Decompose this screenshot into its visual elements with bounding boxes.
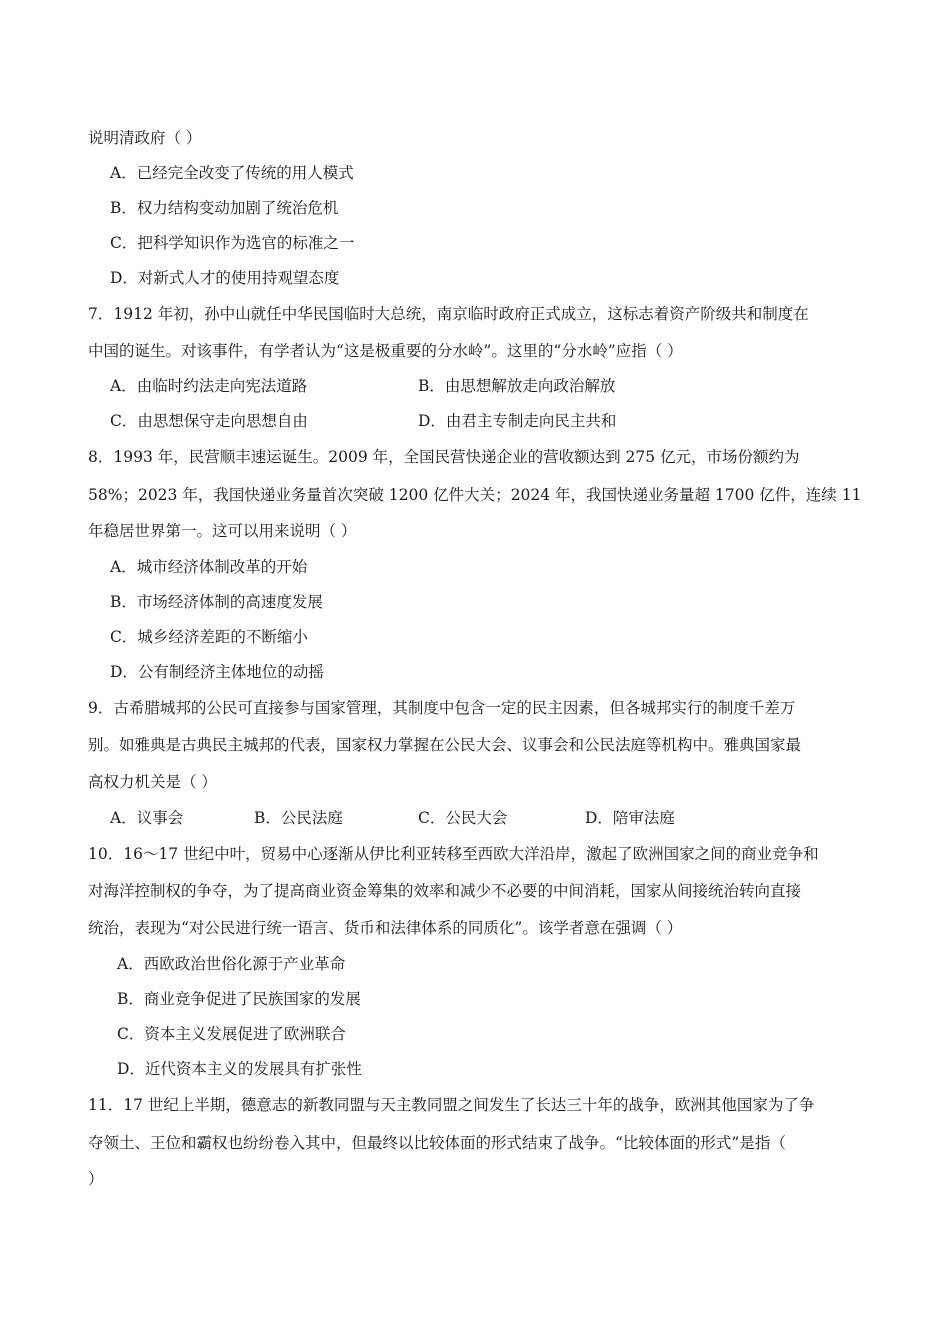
q7-option-d[interactable]: D．由君主专制走向民主共和 — [418, 412, 617, 430]
q10-option-b[interactable]: B．商业竞争促进了民族国家的发展 — [117, 990, 361, 1008]
q10-option-d[interactable]: D．近代资本主义的发展具有扩张性 — [117, 1060, 362, 1078]
q9-stem-line-2: 别。如雅典是古典民主城邦的代表，国家权力掌握在公民大会、议事会和公民法庭等机构中。雅典国家最 — [88, 736, 802, 754]
q8-option-a[interactable]: A．城市经济体制改革的开始 — [110, 558, 308, 576]
q6-option-c[interactable]: C．把科学知识作为选官的标准之一 — [110, 234, 355, 252]
q8-stem-line-3: 年稳居世界第一。这可以用来说明（ ） — [88, 522, 357, 540]
q9-option-a[interactable]: A．议事会 — [110, 809, 184, 827]
q10-option-c[interactable]: C．资本主义发展促进了欧洲联合 — [117, 1025, 346, 1043]
q6-option-b[interactable]: B．权力结构变动加剧了统治危机 — [110, 199, 339, 217]
q10-option-a[interactable]: A．西欧政治世俗化源于产业革命 — [117, 955, 346, 973]
q10-stem-line-2: 对海洋控制权的争夺，为了提高商业资金筹集的效率和减少不必要的中间消耗，国家从间接统治转向直接 — [88, 882, 802, 900]
q11-stem-line-3: ） — [88, 1170, 104, 1188]
q8-option-d[interactable]: D．公有制经济主体地位的动摇 — [110, 663, 324, 681]
q7-stem-line-1: 7．1912 年初，孙中山就任中华民国临时大总统，南京临时政府正式成立，这标志着资产阶级共和制度在 — [88, 305, 809, 323]
q9-stem-line-3: 高权力机关是（ ） — [88, 773, 217, 791]
q11-stem-line-2: 夺领土、王位和霸权也纷纷卷入其中，但最终以比较体面的形式结束了战争。“比较体面的形式”是指（ — [88, 1134, 786, 1152]
q10-stem-line-1: 10．16～17 世纪中叶，贸易中心逐渐从伊比利亚转移至西欧大洋沿岸，激起了欧洲国家之间的商业竞争和 — [88, 845, 819, 863]
q7-option-b[interactable]: B．由思想解放走向政治解放 — [418, 377, 616, 395]
q6-option-a[interactable]: A．已经完全改变了传统的用人模式 — [110, 164, 354, 182]
q8-option-b[interactable]: B．市场经济体制的高速度发展 — [110, 593, 323, 611]
q7-stem-line-2: 中国的诞生。对该事件，有学者认为“这是极重要的分水岭”。这里的“分水岭”应指（ ） — [88, 342, 683, 360]
q9-stem-line-1: 9．古希腊城邦的公民可直接参与国家管理，其制度中包含一定的民主因素，但各城邦实行的制度千差万 — [88, 699, 796, 717]
q11-stem-line-1: 11．17 世纪上半期，德意志的新教同盟与天主教同盟之间发生了长达三十年的战争，欧洲其他国家为了争 — [88, 1096, 815, 1114]
q9-option-d[interactable]: D．陪审法庭 — [585, 809, 675, 827]
q6-option-d[interactable]: D．对新式人才的使用持观望态度 — [110, 269, 340, 287]
q8-stem-line-2: 58%；2023 年，我国快递业务量首次突破 1200 亿件大关；2024 年，我国快递业务量超 1700 亿件，连续 11 — [88, 486, 862, 504]
q10-stem-line-3: 统治，表现为“对公民进行统一语言、货币和法律体系的同质化”。该学者意在强调（ ） — [88, 919, 683, 937]
q6-stem-tail: 说明清政府（ ） — [88, 129, 202, 147]
q7-option-c[interactable]: C．由思想保守走向思想自由 — [110, 412, 308, 430]
q7-option-a[interactable]: A．由临时约法走向宪法道路 — [110, 377, 308, 395]
q9-option-c[interactable]: C．公民大会 — [418, 809, 508, 827]
q8-stem-line-1: 8．1993 年，民营顺丰速运诞生。2009 年，全国民营快递企业的营收额达到 275 亿元，市场份额约为 — [88, 448, 800, 466]
q8-option-c[interactable]: C．城乡经济差距的不断缩小 — [110, 628, 308, 646]
q9-option-b[interactable]: B．公民法庭 — [254, 809, 343, 827]
